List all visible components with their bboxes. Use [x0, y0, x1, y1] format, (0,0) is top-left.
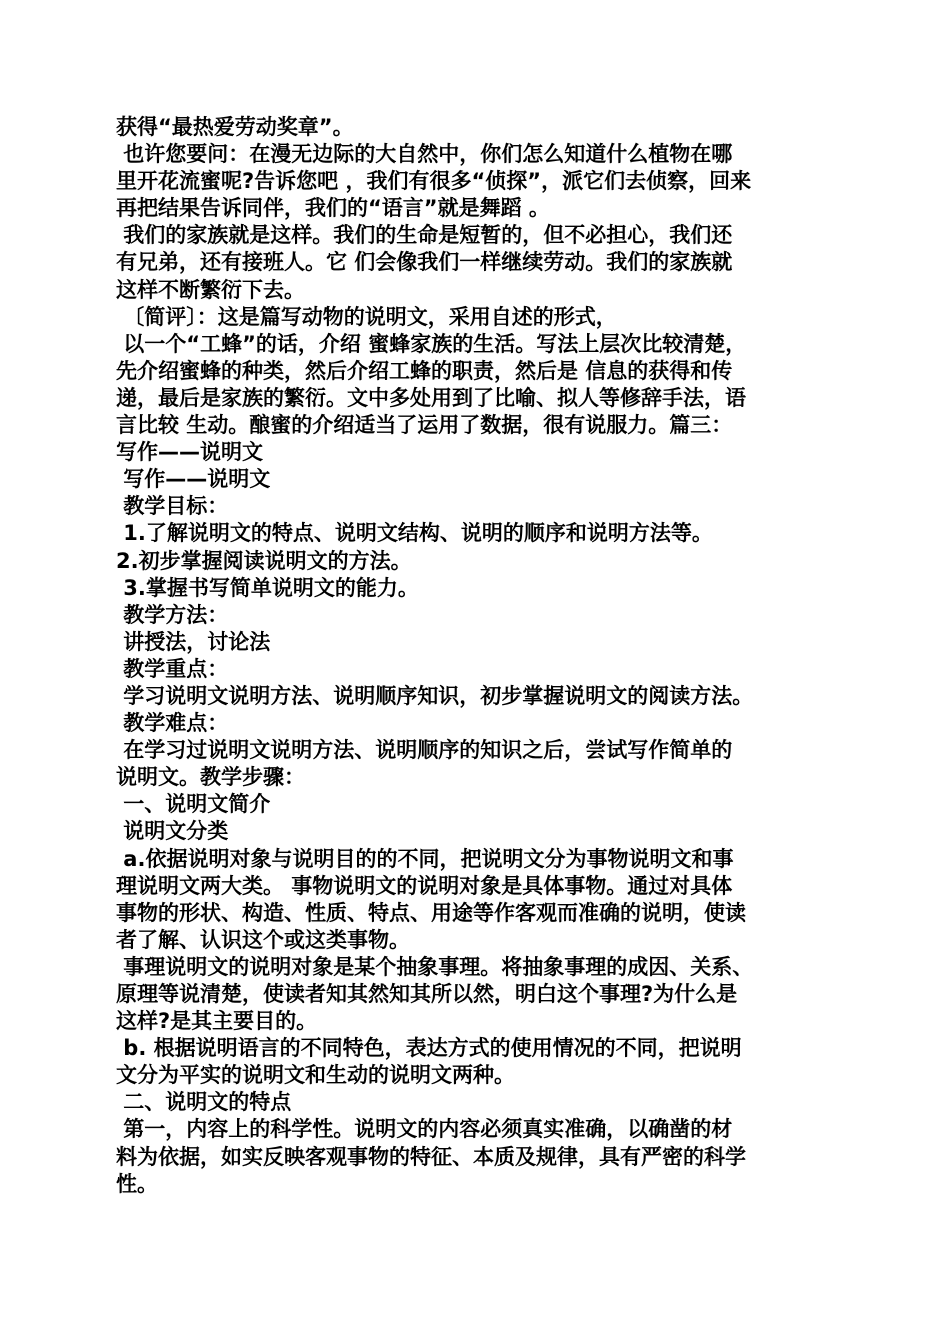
text-line: 料为依据，如实反映客观事物的特征、本质及规律，具有严密的科学: [116, 1144, 746, 1169]
text-line: 讲授法，讨论法: [116, 629, 271, 654]
text-line: 里开花流蜜呢?告诉您吧 ，我们有很多“侦探”，派它们去侦察，回来: [116, 169, 752, 194]
text-line: 原理等说清楚，使读者知其然知其所以然，明白这个事理?为什么是: [116, 982, 738, 1006]
text-line: b. 根据说明语言的不同特色，表达方式的使用情况的不同，把说明: [116, 1036, 742, 1061]
text-line: 文分为平实的说明文和生动的说明文两种。: [116, 1063, 515, 1088]
text-line: 我们的家族就是这样。我们的生命是短暂的，但不必担心，我们还: [116, 223, 733, 248]
text-line: 性。: [116, 1171, 158, 1196]
text-line: 获得“最热爱劳动奖章”。: [116, 115, 354, 139]
text-line: 〔简评〕：这是篇写动物的说明文，采用自述的形式，: [116, 304, 617, 329]
text-line: 言比较 生动。酿蜜的介绍适当了运用了数据，很有说服力。篇三：: [116, 413, 733, 438]
list-item: 3.掌握书写简单说明文的能力。: [116, 575, 419, 600]
section-label: 教学重点：: [116, 656, 229, 681]
heading-line: 写作——说明文: [116, 467, 271, 492]
text-line: a.依据说明对象与说明目的的不同，把说明文分为事物说明文和事: [116, 846, 734, 871]
text-line: 有兄弟，还有接班人。它 们会像我们一样继续劳动。我们的家族就: [116, 250, 733, 275]
text-line: 理说明文两大类。 事物说明文的说明对象是具体事物。通过对具体: [116, 873, 733, 898]
section-label: 教学难点：: [116, 711, 229, 736]
list-item: 2.初步掌握阅读说明文的方法。: [116, 548, 412, 573]
text-line: 第一，内容上的科学性。说明文的内容必须真实准确，以确凿的材: [116, 1117, 733, 1142]
text-line: 事理说明文的说明对象是某个抽象事理。将抽象事理的成因、关系、: [116, 954, 754, 979]
text-line: 在学习过说明文说明方法、说明顺序的知识之后，尝试写作简单的: [116, 738, 733, 763]
section-label: 教学方法：: [116, 602, 229, 627]
section-heading: 一、说明文简介: [116, 792, 271, 817]
list-item: 1.了解说明文的特点、说明文结构、说明的顺序和说明方法等。: [116, 521, 713, 546]
section-heading: 二、说明文的特点: [116, 1090, 292, 1115]
text-line: 以一个“工蜂”的话，介绍 蜜蜂家族的生活。写法上层次比较清楚，: [116, 331, 747, 356]
document-page: [116, 114, 838, 1198]
text-line: 也许您要问：在漫无边际的大自然中，你们怎么知道什么植物在哪: [116, 142, 733, 167]
text-line: 再把结果告诉同伴，我们的“语言”就是舞蹈 。: [116, 196, 550, 221]
heading-line: 写作——说明文: [116, 440, 263, 465]
section-label: 教学目标：: [116, 494, 229, 519]
text-line: 学习说明文说明方法、说明顺序知识，初步掌握说明文的阅读方法。: [116, 683, 754, 708]
text-line: 这样不断繁衍下去。: [116, 277, 305, 302]
subsection-heading: 说明文分类: [116, 819, 229, 844]
text-line: 者了解、认识这个或这类事物。: [116, 927, 410, 952]
text-line: 这样?是其主要目的。: [116, 1009, 318, 1034]
text-line: 说明文。教学步骤：: [116, 765, 305, 790]
text-line: 事物的形状、构造、性质、特点、用途等作客观而准确的说明，使读: [116, 900, 746, 925]
text-line: 先介绍蜜蜂的种类，然后介绍工蜂的职责，然后是 信息的获得和传: [116, 358, 733, 383]
text-line: 递，最后是家族的繁衍。文中多处用到了比喻、拟人等修辞手法，语: [116, 385, 746, 410]
